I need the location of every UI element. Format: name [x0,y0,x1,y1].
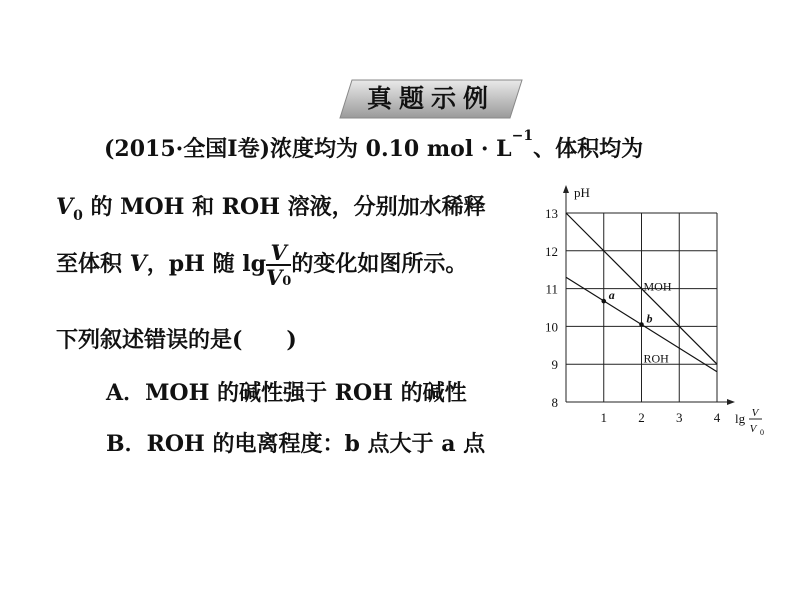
y-tick-label: 9 [551,357,558,373]
question-line-3-mid: ，pH 随 lg [146,251,266,277]
question-line-3-prefix: 至体积 [56,251,130,277]
x-tick-label: 1 [600,410,607,425]
option-a-label: A．MOH 的碱性强于 ROH 的碱性 [106,380,467,406]
x-axis-label-prefix: lg [735,411,746,426]
question-prompt: 下列叙述错误的是( ) [56,327,297,353]
option-b-label: B．ROH 的电离程度：b 点大于 a 点 [106,431,486,457]
banner-title: 真题示例 [366,84,495,113]
question-line-3-suffix: 的变化如图所示。 [291,251,468,277]
y-tick-label: 11 [545,281,558,297]
y-tick-label: 13 [545,206,558,221]
x-tick-label: 4 [713,410,721,425]
x-axis-arrow [727,399,735,405]
volume-subscript: 0 [73,208,83,224]
volume-variable-2: V [129,251,147,277]
y-axis-label: pH [574,185,590,200]
x-tick-label: 2 [638,410,645,425]
question-line-2-text: 的 MOH 和 ROH 溶液，分别加水稀释 [82,194,486,220]
x-axis-label-numerator: V [751,407,759,419]
data-point-label-a: a [608,288,615,303]
x-axis-label-denominator: V [749,423,757,435]
x-axis-label-denominator-subscript: 0 [760,428,764,437]
data-point-b [639,322,644,327]
unit-exponent: −1 [511,128,534,144]
fraction-numerator: V [266,242,291,266]
y-tick-label: 12 [545,243,558,259]
fraction-denominator: V0 [265,265,292,290]
y-tick-label: 8 [551,395,558,410]
data-point-label-b: b [646,311,653,326]
y-axis-arrow [563,185,569,193]
y-tick-label: 10 [545,319,558,335]
series-label-moh: MOH [643,279,672,294]
question-source-text: (2015·全国Ⅰ卷)浓度均为 0.10 mol · L [104,136,512,162]
series-label-roh: ROH [643,351,669,366]
data-point-a [601,299,606,304]
question-line-1-suffix: 、体积均为 [533,136,644,162]
volume-variable: V [56,194,74,220]
x-tick-label: 3 [676,410,683,425]
